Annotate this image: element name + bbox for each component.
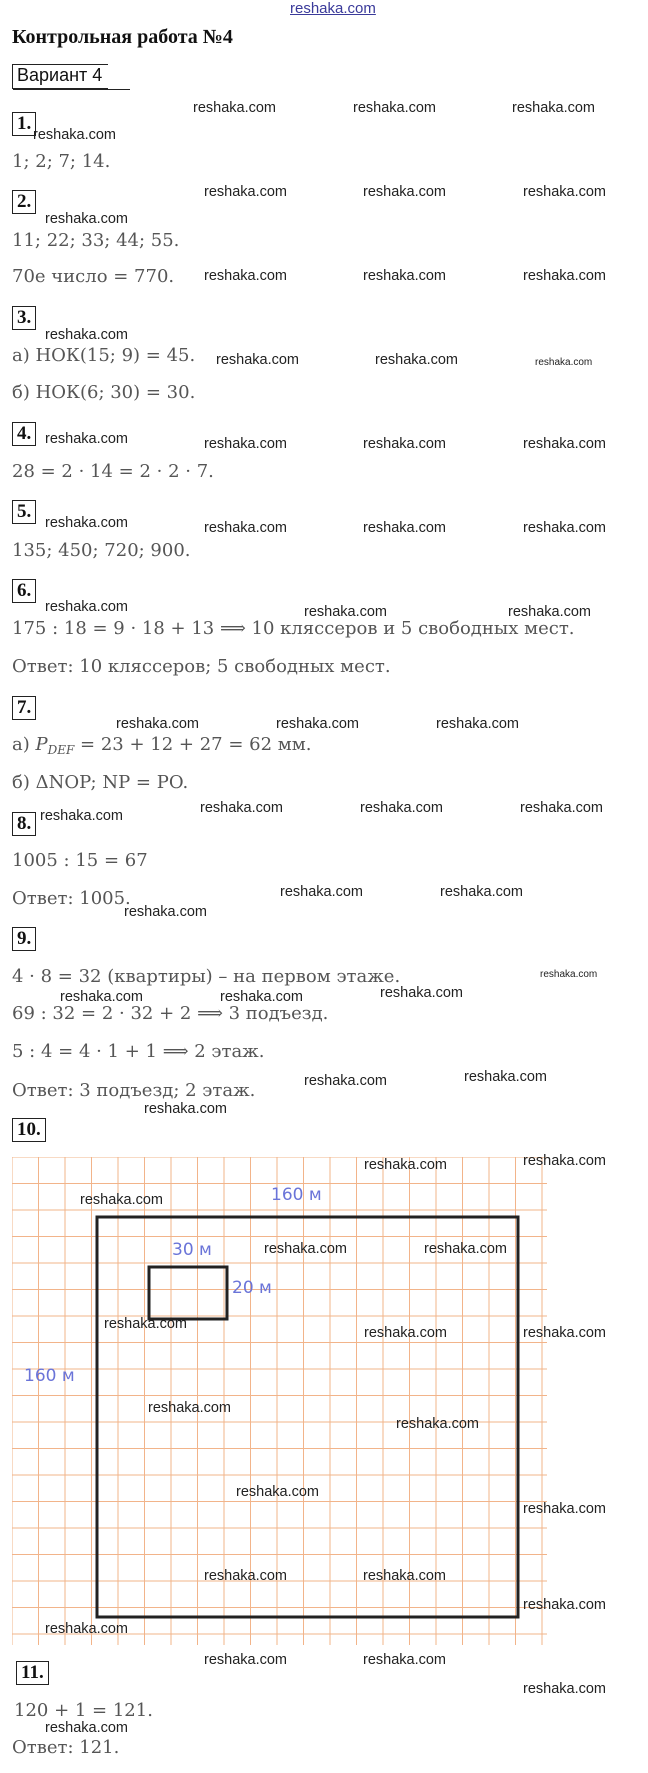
watermark: reshaka.com xyxy=(523,520,607,536)
watermark: reshaka.com xyxy=(33,127,117,143)
watermark: reshaka.com xyxy=(204,1652,288,1668)
watermark: reshaka.com xyxy=(353,100,437,116)
building-height-label: 20 м xyxy=(232,1278,272,1298)
task-number-8: 8. xyxy=(12,812,36,836)
task-7-line-2: б) ΔNOP; NP = PO. xyxy=(12,772,189,793)
watermark: reshaka.com xyxy=(216,352,300,368)
watermark: reshaka.com xyxy=(523,1597,607,1613)
watermark: reshaka.com xyxy=(380,985,464,1001)
task-number-1: 1. xyxy=(12,112,36,136)
watermark: reshaka.com xyxy=(523,1681,607,1697)
watermark: reshaka.com xyxy=(104,1316,188,1332)
watermark: reshaka.com xyxy=(523,184,607,200)
task-number-10: 10. xyxy=(12,1118,46,1142)
task-number-3: 3. xyxy=(12,306,36,330)
task-number-6: 6. xyxy=(12,579,36,603)
watermark: reshaka.com xyxy=(523,436,607,452)
task-8-line-1: 1005 : 15 = 67 xyxy=(12,850,148,871)
watermark: reshaka.com xyxy=(523,1501,607,1517)
task-11-line-2: Ответ: 121. xyxy=(12,1737,120,1758)
watermark: reshaka.com xyxy=(204,184,288,200)
task-number-7: 7. xyxy=(12,696,36,720)
task-2-line-1: 11; 22; 33; 44; 55. xyxy=(12,230,180,251)
watermark: reshaka.com xyxy=(220,989,304,1005)
variant-label: Вариант 4 xyxy=(12,64,108,89)
watermark: reshaka.com xyxy=(144,1101,228,1117)
task-7-line-1: а) $P_{DEF} = 23 + 12 + 27 = 62$ мм. xyxy=(12,734,312,757)
watermark: reshaka.com xyxy=(45,1621,129,1637)
task-8-line-2: Ответ: 1005. xyxy=(12,888,131,909)
watermark: reshaka.com xyxy=(45,431,129,447)
watermark: reshaka.com xyxy=(45,515,129,531)
watermark: reshaka.com xyxy=(364,1325,448,1341)
watermark: reshaka.com xyxy=(436,716,520,732)
task-number-5: 5. xyxy=(12,500,36,524)
watermark: reshaka.com xyxy=(540,969,598,980)
watermark: reshaka.com xyxy=(204,1568,288,1584)
task-1-line-1: 1; 2; 7; 14. xyxy=(12,151,111,172)
task-2-line-2: 70е число = 770. xyxy=(12,266,175,287)
watermark: reshaka.com xyxy=(508,604,592,620)
watermark: reshaka.com xyxy=(363,184,447,200)
watermark: reshaka.com xyxy=(363,520,447,536)
task-3-line-1: а) НОК(15; 9) = 45. xyxy=(12,345,196,366)
watermark: reshaka.com xyxy=(236,1484,320,1500)
watermark: reshaka.com xyxy=(204,436,288,452)
watermark: reshaka.com xyxy=(363,268,447,284)
site-link[interactable]: reshaka.com xyxy=(290,0,376,17)
watermark: reshaka.com xyxy=(512,100,596,116)
watermark: reshaka.com xyxy=(424,1241,508,1257)
watermark: reshaka.com xyxy=(363,436,447,452)
field-height-label: 160 м xyxy=(24,1366,75,1386)
task-5-line-1: 135; 450; 720; 900. xyxy=(12,540,191,561)
watermark: reshaka.com xyxy=(148,1400,232,1416)
watermark: reshaka.com xyxy=(276,716,360,732)
task-9-line-2: 69 : 32 = 2 · 32 + 2 ⟹ 3 подъезд. xyxy=(12,1003,329,1024)
watermark: reshaka.com xyxy=(520,800,604,816)
watermark: reshaka.com xyxy=(124,904,208,920)
watermark: reshaka.com xyxy=(304,1073,388,1089)
watermark: reshaka.com xyxy=(363,1652,447,1668)
task-number-2: 2. xyxy=(12,190,36,214)
watermark: reshaka.com xyxy=(204,268,288,284)
watermark: reshaka.com xyxy=(45,211,129,227)
field-width-label: 160 м xyxy=(271,1185,322,1205)
watermark: reshaka.com xyxy=(45,1720,129,1736)
watermark: reshaka.com xyxy=(45,327,129,343)
watermark: reshaka.com xyxy=(535,357,593,368)
task-6-line-2: Ответ: 10 кляссеров; 5 свободных мест. xyxy=(12,656,391,677)
task-6-line-1: 175 : 18 = 9 · 18 + 13 ⟹ 10 кляссеров и 5 свободных мест. xyxy=(12,618,575,639)
task-9-line-1: 4 · 8 = 32 (квартиры) – на первом этаже. xyxy=(12,966,401,987)
task-number-4: 4. xyxy=(12,422,36,446)
watermark: reshaka.com xyxy=(280,884,364,900)
watermark: reshaka.com xyxy=(363,1568,447,1584)
watermark: reshaka.com xyxy=(200,800,284,816)
watermark: reshaka.com xyxy=(364,1157,448,1173)
task-11-line-1: 120 + 1 = 121. xyxy=(14,1700,153,1721)
watermark: reshaka.com xyxy=(193,100,277,116)
watermark: reshaka.com xyxy=(40,808,124,824)
watermark: reshaka.com xyxy=(523,1153,607,1169)
task-3-line-2: б) НОК(6; 30) = 30. xyxy=(12,382,196,403)
watermark: reshaka.com xyxy=(396,1416,480,1432)
page-title: Контрольная работа №4 xyxy=(12,26,233,48)
task-number-11: 11. xyxy=(16,1661,49,1685)
watermark: reshaka.com xyxy=(80,1192,164,1208)
watermark: reshaka.com xyxy=(440,884,524,900)
building-width-label: 30 м xyxy=(172,1240,212,1260)
task-4-line-1: 28 = 2 · 14 = 2 · 2 · 7. xyxy=(12,461,214,482)
watermark: reshaka.com xyxy=(304,604,388,620)
watermark: reshaka.com xyxy=(523,1325,607,1341)
watermark: reshaka.com xyxy=(60,989,144,1005)
task-9-line-4: Ответ: 3 подъезд; 2 этаж. xyxy=(12,1080,256,1101)
watermark: reshaka.com xyxy=(360,800,444,816)
task-number-9: 9. xyxy=(12,927,36,951)
watermark: reshaka.com xyxy=(375,352,459,368)
watermark: reshaka.com xyxy=(523,268,607,284)
task-9-line-3: 5 : 4 = 4 · 1 + 1 ⟹ 2 этаж. xyxy=(12,1041,265,1062)
watermark: reshaka.com xyxy=(464,1069,548,1085)
watermark: reshaka.com xyxy=(264,1241,348,1257)
watermark: reshaka.com xyxy=(204,520,288,536)
watermark: reshaka.com xyxy=(45,599,129,615)
building-outline xyxy=(149,1267,227,1319)
watermark: reshaka.com xyxy=(116,716,200,732)
